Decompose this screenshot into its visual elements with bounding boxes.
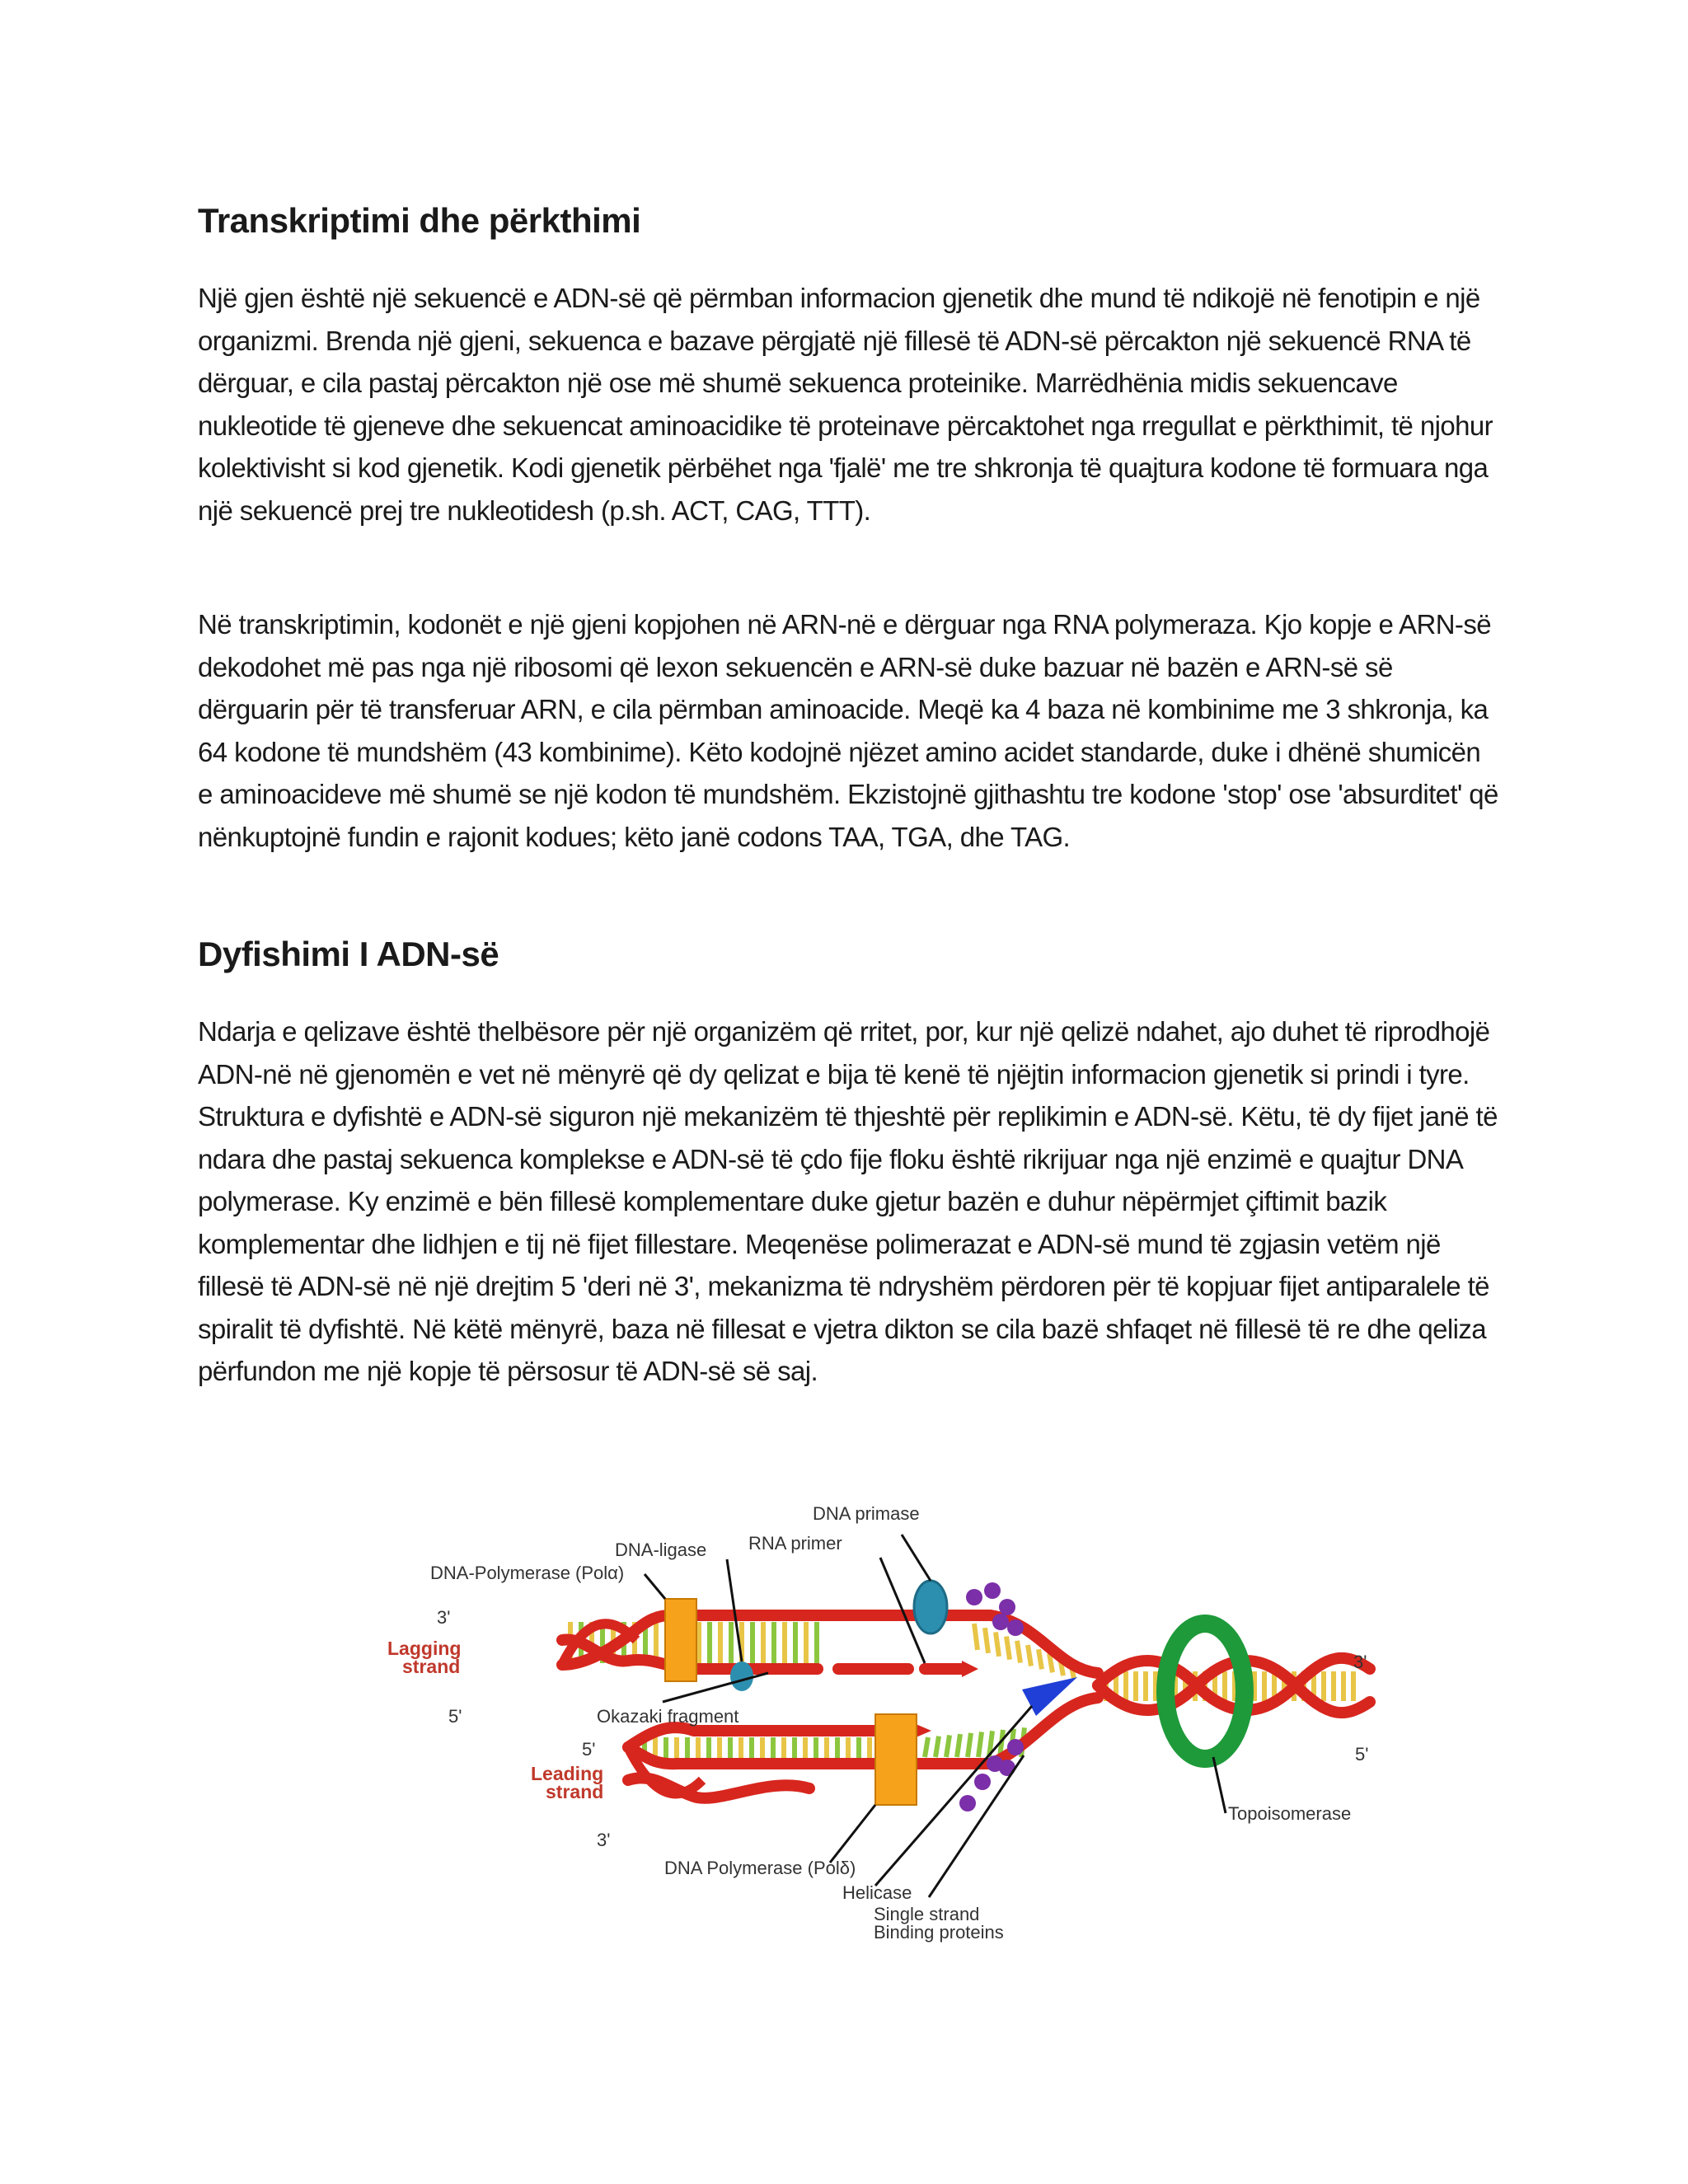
- label-ssb-1: Single strand: [874, 1904, 980, 1924]
- label-helicase: Helicase: [842, 1882, 912, 1903]
- pointer-topo: [1213, 1757, 1226, 1813]
- section-heading-transcription: Transkriptimi dhe përkthimi: [198, 201, 641, 240]
- label-3prime-top-left: 3': [437, 1607, 451, 1628]
- label-leading: Leading: [531, 1763, 604, 1784]
- ligase-shape: [730, 1661, 753, 1691]
- base-pair-rung: [1039, 1649, 1042, 1669]
- label-dna-ligase: DNA-ligase: [615, 1540, 707, 1560]
- primase-shape: [914, 1581, 947, 1633]
- ssb-protein: [1007, 1619, 1024, 1636]
- pol-alpha-box: [665, 1599, 696, 1681]
- label-strand-leading: strand: [546, 1781, 604, 1802]
- label-3prime-bottom-left: 3': [597, 1830, 611, 1850]
- ssb-protein: [974, 1774, 991, 1790]
- label-lagging: Lagging: [387, 1638, 462, 1659]
- label-rna-primer: RNA primer: [748, 1533, 842, 1554]
- paragraph-gene: Një gjen është një sekuencë e ADN-së që përmban informacion gjenetik dhe mund të ndikojë në fenotipin e një organizmi. Brenda një gjeni, sekuenca e bazave përgjatë një fillesë të ADN-së përcakton një sekuencë RNA të dërguar, e cila pastaj përcakton një ose më shumë sekuenca proteinike. Marrëdhënia midis sekuencave nukleotide të gjeneve dhe sekuencat aminoacidike të proteinave përcaktohet nga rregullat e përkthimit, të njohur kolektivisht si kod gjenetik. Kodi gjenetik përbëhet nga 'fjalë' me tre shkronja të quajtura kodone të formuara nga një sekuencë prej tre nukleotidesh (p.sh. ACT, CAG, TTT).: [198, 283, 1493, 526]
- label-okazaki: Okazaki fragment: [597, 1706, 739, 1727]
- base-pair-rung: [1006, 1637, 1010, 1660]
- pointer-pol-delta: [830, 1805, 875, 1863]
- label-5prime-right: 5': [1355, 1744, 1369, 1765]
- pol-delta-box: [875, 1714, 917, 1805]
- pointer-pol-alpha: [645, 1574, 665, 1599]
- ssb-protein: [984, 1582, 1001, 1599]
- ssb-protein: [992, 1614, 1009, 1630]
- base-pair-rung: [996, 1632, 999, 1656]
- label-ssb-2: Binding proteins: [874, 1922, 1004, 1943]
- label-pol-alpha: DNA-Polymerase (Polα): [430, 1563, 625, 1583]
- ssb-protein: [999, 1599, 1015, 1615]
- ssb-protein: [966, 1589, 982, 1605]
- label-strand-lagging: strand: [402, 1656, 461, 1677]
- label-5prime-top-left: 5': [448, 1706, 462, 1727]
- ssb-protein: [1007, 1739, 1024, 1755]
- base-pair-rung: [985, 1628, 988, 1653]
- lagging-arrowhead: [962, 1661, 978, 1677]
- pointer-primase: [902, 1535, 931, 1581]
- base-pair-rung: [925, 1737, 928, 1757]
- base-pair-rung: [1017, 1641, 1020, 1663]
- base-pair-rung: [968, 1733, 971, 1757]
- ssb-protein: [959, 1795, 976, 1811]
- base-pair-rung: [974, 1624, 978, 1650]
- label-topoisomerase: Topoisomerase: [1228, 1803, 1352, 1824]
- dna-replication-diagram: [381, 1475, 1395, 1961]
- base-pair-rung: [1028, 1645, 1031, 1666]
- paragraph-replication: Ndarja e qelizave është thelbësore për një organizëm që rritet, por, kur një qelizë ndahet, ajo duhet të riprodhojë ADN-në në gjenomën e vet në mënyrë që dy qelizat e bija të kenë të njëjtin informacion gjenetik si prindi i tyre. Struktura e dyfishtë e ADN-së siguron një mekanizëm të thjeshtë për replikimin e ADN-së. Këtu, të dy fijet janë të ndara dhe pastaj sekuenca komplekse e ADN-së të çdo fije floku është rikrijuar nga një enzimë e quajtur DNA polymerase. Ky enzimë e bën fillesë komplementare duke gjetur bazën e duhur nëpërmjet çiftimit bazik komplementar dhe lidhjen e tij në fijet fillestare. Meqenëse polimerazat e ADN-së mund të zgjasin vetëm një fillesë të ADN-së në një drejtim 5 'deri në 3', mekanizma të ndryshëm përdoren për të kopjuar fijet antiparalele të spiralit të dyfishtë. Në këtë mënyrë, baza në fillesat e vjetra dikton se cila bazë shfaqet në fillesë të re dhe qeliza përfundon me një kopje të përsosur të ADN-së së saj.: [198, 1016, 1498, 1386]
- base-pair-rung: [978, 1732, 982, 1758]
- leading-new: [628, 1727, 908, 1747]
- base-pair-rung: [935, 1736, 939, 1757]
- label-dna-primase: DNA primase: [813, 1503, 920, 1524]
- base-pair-rung: [957, 1734, 960, 1757]
- base-pair-rung: [946, 1735, 950, 1757]
- section-heading-replication: Dyfishimi I ADN-së: [198, 935, 499, 973]
- paragraph-transcription: Në transkriptimin, kodonët e një gjeni kopjohen në ARN-në e dërguar nga RNA polymeraza. Kjo kopje e ARN-së dekodohet më pas nga një ribosomi që lexon sekuencën e ARN-së duke bazuar në bazën e ARN-së së dërguarin për të transferuar ARN, e cila përmban aminoacide. Meqë ka 4 baza në kombinime me 3 shkronja, ka 64 kodone të mundshëm (43 kombinime). Këto kodojnë njëzet amino acidet standarde, duke i dhënë shumicën e aminoacideve më shumë se një kodon të mundshëm. Ekzistojnë gjithashtu tre kodone 'stop' ose 'absurditet' që nënkuptojnë fundin e rajonit kodues; këto janë codons TAA, TGA, dhe TAG.: [198, 609, 1498, 852]
- label-5prime-bottom-left: 5': [582, 1739, 596, 1760]
- label-3prime-right: 3': [1353, 1652, 1367, 1672]
- label-pol-delta: DNA Polymerase (Polδ): [664, 1858, 856, 1878]
